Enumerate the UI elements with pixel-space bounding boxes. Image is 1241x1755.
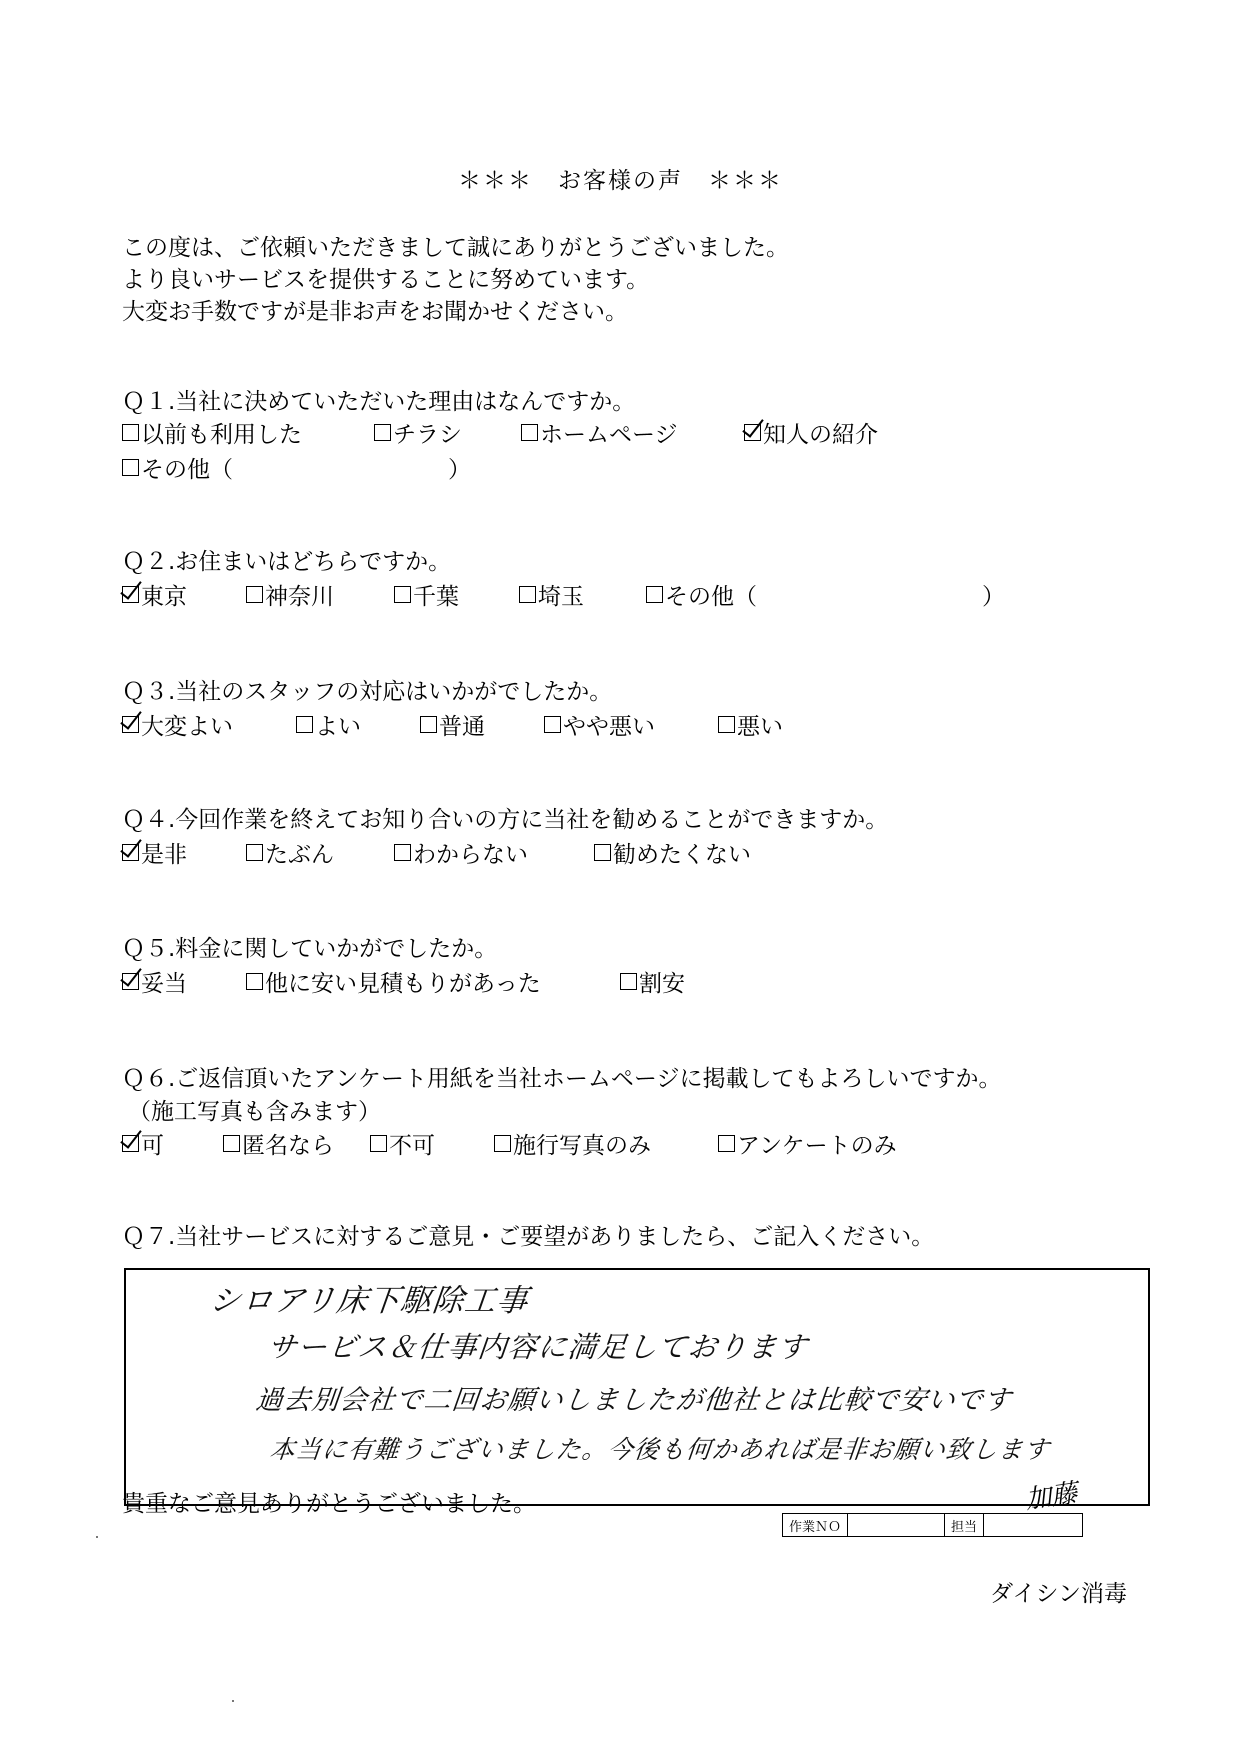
handwritten-line: 過去別会社で二回お願いしましたが他社とは比較で安いです bbox=[254, 1385, 1014, 1416]
company-name: ダイシン消毒 bbox=[990, 1581, 1127, 1607]
checkbox[interactable] bbox=[620, 973, 637, 990]
checkbox-checked[interactable] bbox=[122, 973, 139, 990]
q6-option-anonymous[interactable]: 匿名なら bbox=[223, 1127, 334, 1160]
checkbox[interactable] bbox=[544, 716, 561, 733]
checkbox[interactable] bbox=[594, 844, 611, 861]
work-no-label: 作業ＮＯ bbox=[783, 1514, 848, 1537]
checkbox[interactable] bbox=[370, 1135, 387, 1152]
thanks-text: 貴重なご意見ありがとうございました。 bbox=[122, 1491, 536, 1517]
q6-option-ok[interactable]: 可 bbox=[122, 1127, 164, 1160]
intro-line: この度は、ご依頼いただきまして誠にありがとうございました。 bbox=[122, 235, 789, 261]
q6-note: （施工写真も含みます） bbox=[128, 1099, 381, 1125]
intro-line: 大変お手数ですが是非お声をお聞かせください。 bbox=[122, 299, 628, 325]
q2-option-saitama[interactable]: 埼玉 bbox=[519, 578, 584, 611]
checkbox[interactable] bbox=[394, 844, 411, 861]
page-title: ＊＊＊ お客様の声 ＊＊＊ bbox=[458, 168, 783, 194]
scan-speck bbox=[96, 1536, 98, 1538]
q1-option-previous[interactable]: 以前も利用した bbox=[122, 416, 302, 449]
staff-label: 担当 bbox=[945, 1514, 984, 1537]
q6-option-survey-only[interactable]: アンケートのみ bbox=[718, 1127, 897, 1160]
q4-option-unsure[interactable]: わからない bbox=[394, 836, 528, 869]
q4-question: Ｑ４.今回作業を終えてお知り合いの方に当社を勧めることができますか。 bbox=[122, 807, 889, 833]
q1-option-homepage[interactable]: ホームページ bbox=[521, 416, 678, 449]
checkbox[interactable] bbox=[521, 424, 538, 441]
q2-option-other[interactable]: その他（ ） bbox=[646, 578, 1005, 611]
q5-option-cheaper-quote[interactable]: 他に安い見積もりがあった bbox=[246, 965, 541, 998]
intro-line: より良いサービスを提供することに努めています。 bbox=[122, 267, 650, 293]
q4-option-maybe[interactable]: たぶん bbox=[246, 836, 334, 869]
scan-speck bbox=[232, 1700, 234, 1702]
q4-option-definitely[interactable]: 是非 bbox=[122, 836, 187, 869]
signature: 加藤 bbox=[1023, 1478, 1080, 1516]
checkbox-checked[interactable] bbox=[122, 844, 139, 861]
checkbox[interactable] bbox=[122, 424, 139, 441]
checkbox-checked[interactable] bbox=[122, 716, 139, 733]
checkbox[interactable] bbox=[246, 586, 263, 603]
q3-option-very-good[interactable]: 大変よい bbox=[122, 708, 233, 741]
checkbox[interactable] bbox=[494, 1135, 511, 1152]
q2-option-kanagawa[interactable]: 神奈川 bbox=[246, 578, 334, 611]
q6-option-not-ok[interactable]: 不可 bbox=[370, 1127, 435, 1160]
q1-option-referral[interactable]: 知人の紹介 bbox=[744, 416, 878, 449]
q3-option-normal[interactable]: 普通 bbox=[420, 708, 485, 741]
checkbox[interactable] bbox=[246, 844, 263, 861]
checkbox[interactable] bbox=[374, 424, 391, 441]
q6-option-photos-only[interactable]: 施行写真のみ bbox=[494, 1127, 651, 1160]
checkbox-checked[interactable] bbox=[122, 586, 139, 603]
q5-option-cheap[interactable]: 割安 bbox=[620, 965, 685, 998]
intro-text bbox=[122, 232, 789, 328]
q7-question: Ｑ７.当社サービスに対するご意見・ご要望がありましたら、ご記入ください。 bbox=[122, 1224, 935, 1250]
checkbox[interactable] bbox=[122, 459, 139, 476]
q2-option-tokyo[interactable]: 東京 bbox=[122, 578, 187, 611]
q5-option-reasonable[interactable]: 妥当 bbox=[122, 965, 187, 998]
checkbox[interactable] bbox=[420, 716, 437, 733]
q1-option-other[interactable]: その他（ ） bbox=[122, 451, 471, 484]
handwritten-line: サービス＆仕事内容に満足しております bbox=[266, 1330, 810, 1364]
q4-option-no[interactable]: 勧めたくない bbox=[594, 836, 751, 869]
checkbox[interactable] bbox=[646, 586, 663, 603]
checkbox[interactable] bbox=[296, 716, 313, 733]
checkbox[interactable] bbox=[394, 586, 411, 603]
staff-field[interactable] bbox=[984, 1514, 1083, 1537]
checkbox-checked[interactable] bbox=[744, 424, 761, 441]
work-no-field[interactable] bbox=[848, 1514, 945, 1537]
q2-question: Ｑ２.お住まいはどちらですか。 bbox=[122, 549, 452, 575]
q2-option-chiba[interactable]: 千葉 bbox=[394, 578, 459, 611]
work-table bbox=[782, 1513, 1083, 1537]
checkbox-checked[interactable] bbox=[122, 1135, 139, 1152]
q1-option-flyer[interactable]: チラシ bbox=[374, 416, 462, 449]
q3-question: Ｑ３.当社のスタッフの対応はいかがでしたか。 bbox=[122, 679, 613, 705]
handwritten-line: 本当に有難うございました。今後も何かあれば是非お願い致します bbox=[268, 1435, 1052, 1464]
checkbox[interactable] bbox=[519, 586, 536, 603]
q3-option-good[interactable]: よい bbox=[296, 708, 361, 741]
q6-question: Ｑ６.ご返信頂いたアンケート用紙を当社ホームページに掲載してもよろしいですか。 bbox=[122, 1066, 1002, 1092]
q1-question: Ｑ１.当社に決めていただいた理由はなんですか。 bbox=[122, 389, 636, 415]
checkbox[interactable] bbox=[246, 973, 263, 990]
checkbox[interactable] bbox=[718, 716, 735, 733]
q3-option-bad[interactable]: 悪い bbox=[718, 708, 783, 741]
handwritten-line: シロアリ床下駆除工事 bbox=[207, 1283, 531, 1319]
checkbox[interactable] bbox=[718, 1135, 735, 1152]
checkbox[interactable] bbox=[223, 1135, 240, 1152]
q5-question: Ｑ５.料金に関していかがでしたか。 bbox=[122, 936, 498, 962]
q3-option-somewhat-bad[interactable]: やや悪い bbox=[544, 708, 655, 741]
